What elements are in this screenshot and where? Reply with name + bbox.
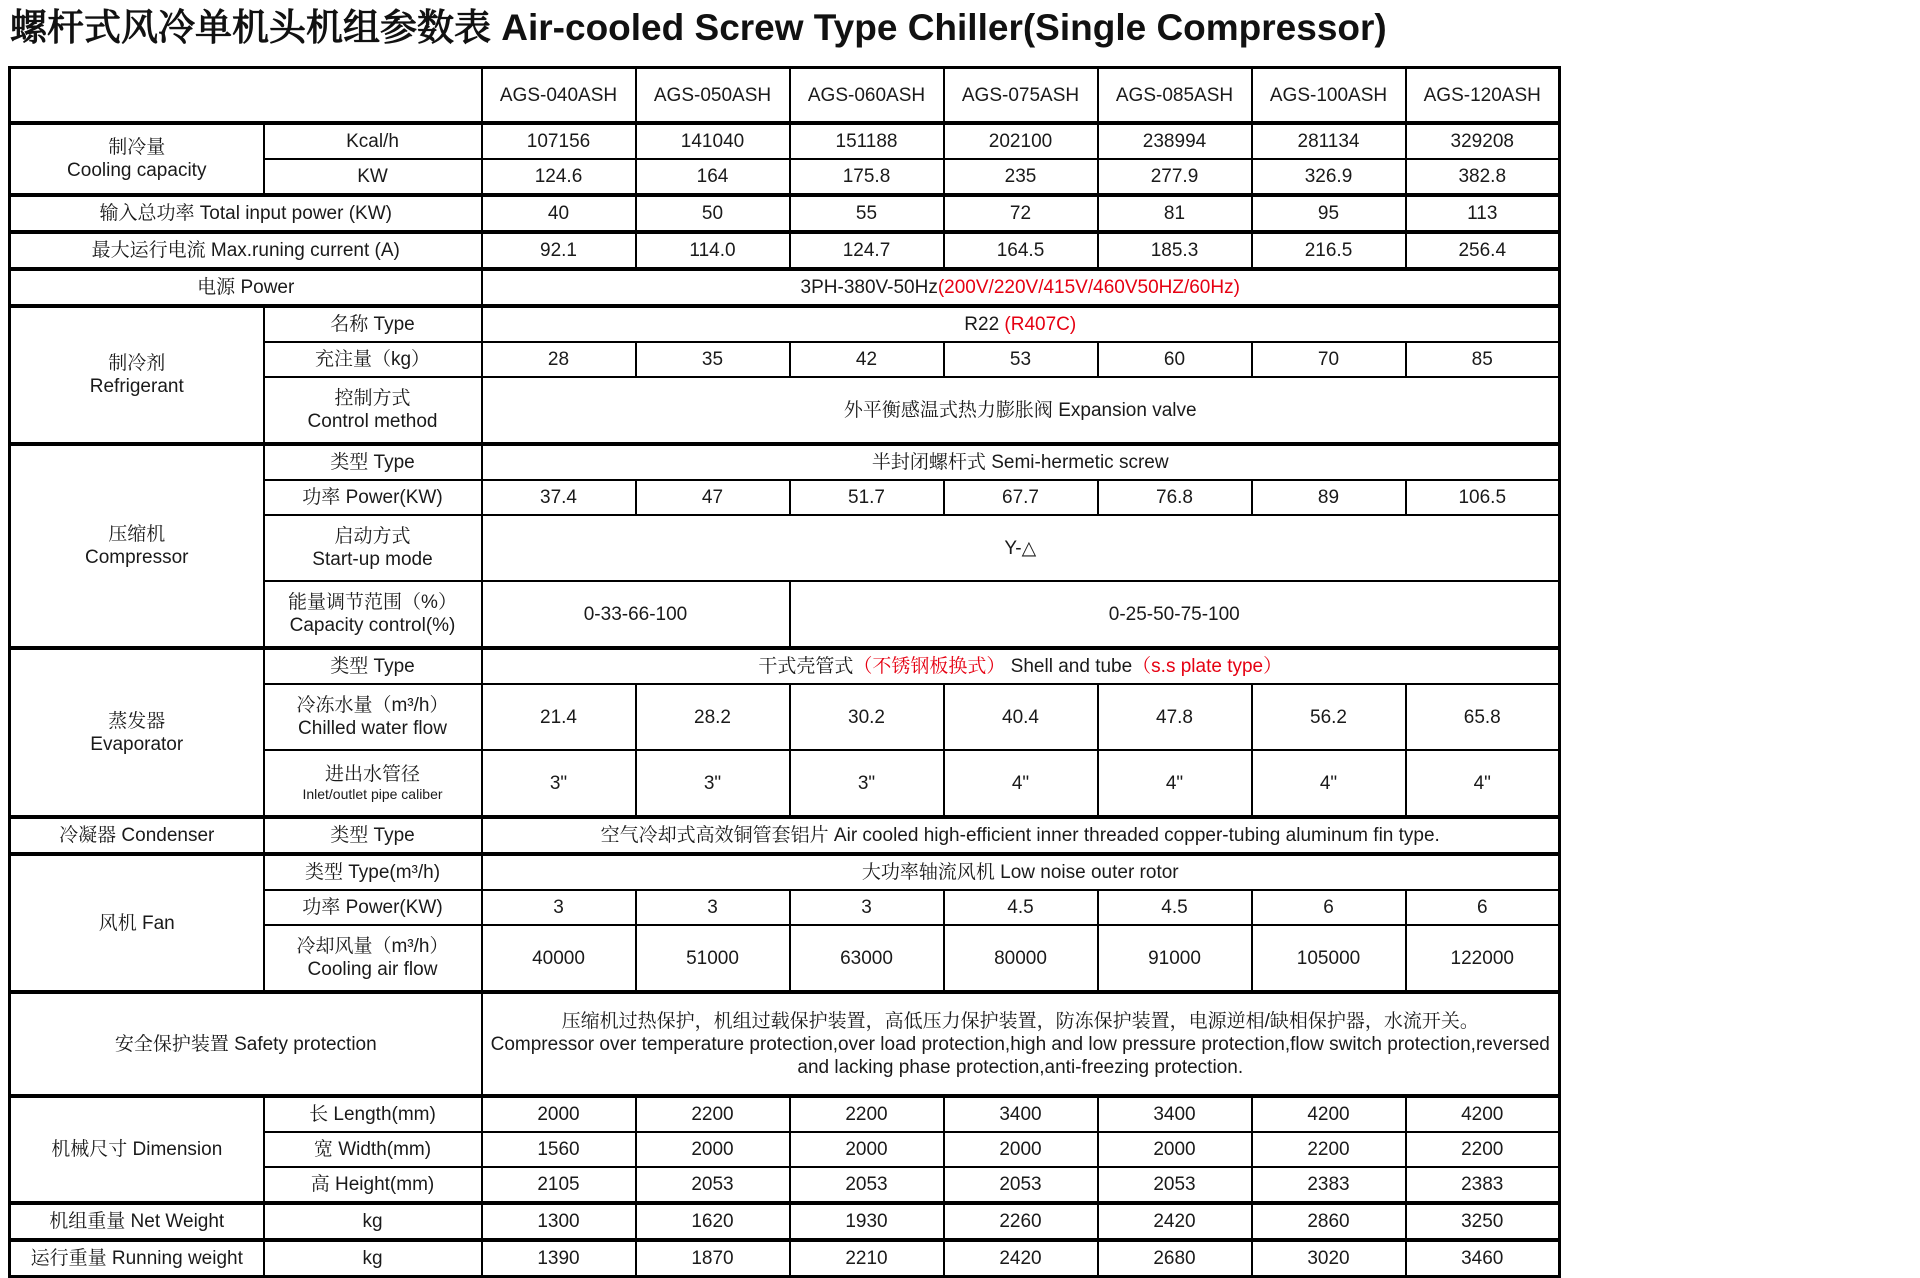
group-label-en: Evaporator bbox=[90, 733, 184, 755]
group-cooling-capacity bbox=[10, 123, 264, 195]
row-label: 长 Length(mm) bbox=[264, 1096, 482, 1132]
value-cell: 3" bbox=[482, 750, 636, 817]
row-label bbox=[264, 750, 482, 817]
value-cell: 72 bbox=[944, 195, 1098, 232]
value-cell: 35 bbox=[636, 342, 790, 377]
value-cell: 3 bbox=[636, 890, 790, 925]
value-cell: 1930 bbox=[790, 1203, 944, 1240]
value-cell: 50 bbox=[636, 195, 790, 232]
row-compressor-type bbox=[10, 444, 1560, 480]
row-label-en: Chilled water flow bbox=[298, 718, 447, 740]
value-cell: 63000 bbox=[790, 925, 944, 992]
row-label: 机组重量 Net Weight bbox=[10, 1203, 264, 1240]
row-label bbox=[264, 684, 482, 750]
row-label: 功率 Power(KW) bbox=[264, 480, 482, 515]
row-label-cn: 能量调节范围（%） bbox=[288, 592, 457, 614]
value-cell: 3 bbox=[482, 890, 636, 925]
value-cell: 4200 bbox=[1252, 1096, 1406, 1132]
group-dimension: 机械尺寸 Dimension bbox=[10, 1096, 264, 1203]
value-cell: 3" bbox=[790, 750, 944, 817]
value-cell: 80000 bbox=[944, 925, 1098, 992]
value-cell: 2383 bbox=[1406, 1167, 1560, 1203]
value-cell: 277.9 bbox=[1098, 159, 1252, 195]
row-fan-type bbox=[10, 854, 1560, 890]
value-cell: 107156 bbox=[482, 123, 636, 159]
safety-text-cn: 压缩机过热保护，机组过载保护装置，高低压力保护装置，防冻保护装置，电源逆相/缺相保护器，水流开关。 bbox=[561, 1010, 1479, 1032]
value-cell: 95 bbox=[1252, 195, 1406, 232]
power-supply-black: 3PH-380V-50Hz bbox=[800, 277, 938, 299]
value-cell: 106.5 bbox=[1406, 480, 1560, 515]
row-label bbox=[264, 515, 482, 581]
value-cell: 2200 bbox=[1252, 1132, 1406, 1167]
evap-seg-red1: （不锈钢板换式） bbox=[853, 656, 1006, 678]
value-cell: 124.6 bbox=[482, 159, 636, 195]
value-cell: 47.8 bbox=[1098, 684, 1252, 750]
safety-text bbox=[482, 992, 1560, 1096]
row-label: 运行重量 Running weight bbox=[10, 1240, 264, 1277]
value-cell: 113 bbox=[1406, 195, 1560, 232]
value-cell: 4" bbox=[1098, 750, 1252, 817]
value-cell: 51000 bbox=[636, 925, 790, 992]
row-label: 类型 Type(m³/h) bbox=[264, 854, 482, 890]
value-cell: 65.8 bbox=[1406, 684, 1560, 750]
value-cell: 1620 bbox=[636, 1203, 790, 1240]
row-label: 安全保护装置 Safety protection bbox=[10, 992, 482, 1096]
row-label: 功率 Power(KW) bbox=[264, 890, 482, 925]
fan-type-value: 大功率轴流风机 Low noise outer rotor bbox=[482, 854, 1560, 890]
row-running-weight bbox=[10, 1240, 1560, 1277]
row-label: 类型 Type bbox=[264, 817, 482, 854]
value-cell: 91000 bbox=[1098, 925, 1252, 992]
value-cell: 4.5 bbox=[944, 890, 1098, 925]
model-header-cell: AGS-050ASH bbox=[636, 68, 790, 124]
row-label bbox=[264, 581, 482, 648]
row-label: Kcal/h bbox=[264, 123, 482, 159]
row-label-en: Start-up mode bbox=[312, 549, 433, 571]
value-cell: 42 bbox=[790, 342, 944, 377]
row-label-en: Inlet/outlet pipe caliber bbox=[302, 786, 443, 803]
value-cell: 2000 bbox=[790, 1132, 944, 1167]
row-label-cn: 冷却风量（m³/h） bbox=[296, 936, 449, 958]
value-cell: 2420 bbox=[1098, 1203, 1252, 1240]
row-label: 充注量（kg） bbox=[264, 342, 482, 377]
value-cell: 1560 bbox=[482, 1132, 636, 1167]
value-cell: 2053 bbox=[1098, 1167, 1252, 1203]
value-cell: 382.8 bbox=[1406, 159, 1560, 195]
value-cell: 47 bbox=[636, 480, 790, 515]
value-cell: 21.4 bbox=[482, 684, 636, 750]
header-corner-cell bbox=[10, 68, 482, 124]
model-header-cell: AGS-075ASH bbox=[944, 68, 1098, 124]
row-label: 输入总功率 Total input power (KW) bbox=[10, 195, 482, 232]
page-title: 螺杆式风冷单机头机组参数表 Air-cooled Screw Type Chiller(Single Compressor) bbox=[10, 7, 1387, 48]
value-cell: 2000 bbox=[636, 1132, 790, 1167]
value-cell: 92.1 bbox=[482, 232, 636, 269]
group-fan: 风机 Fan bbox=[10, 854, 264, 992]
group-label-cn: 蒸发器 bbox=[108, 710, 166, 732]
value-cell: 40.4 bbox=[944, 684, 1098, 750]
group-label-en: Refrigerant bbox=[89, 376, 184, 398]
value-cell: 164 bbox=[636, 159, 790, 195]
value-cell: 40000 bbox=[482, 925, 636, 992]
value-cell: 3400 bbox=[1098, 1096, 1252, 1132]
value-cell: 2680 bbox=[1098, 1240, 1252, 1277]
row-dimension-length bbox=[10, 1096, 1560, 1132]
row-label: 电源 Power bbox=[10, 269, 482, 306]
row-label-en: Cooling air flow bbox=[307, 959, 438, 981]
value-cell: 81 bbox=[1098, 195, 1252, 232]
value-cell: 30.2 bbox=[790, 684, 944, 750]
value-cell: 89 bbox=[1252, 480, 1406, 515]
row-refrigerant-type bbox=[10, 306, 1560, 342]
value-cell: 2053 bbox=[636, 1167, 790, 1203]
value-cell: 28 bbox=[482, 342, 636, 377]
value-cell: 141040 bbox=[636, 123, 790, 159]
value-cell: 67.7 bbox=[944, 480, 1098, 515]
row-label-cn: 进出水管径 bbox=[324, 764, 420, 786]
row-cooling-kcal bbox=[10, 123, 1560, 159]
group-label-cn: 制冷剂 bbox=[108, 353, 166, 375]
value-cell: 2860 bbox=[1252, 1203, 1406, 1240]
value-cell: 53 bbox=[944, 342, 1098, 377]
row-net-weight bbox=[10, 1203, 1560, 1240]
value-cell: 37.4 bbox=[482, 480, 636, 515]
value-cell: 1870 bbox=[636, 1240, 790, 1277]
row-label-en: Capacity control(%) bbox=[289, 615, 456, 637]
value-cell: 185.3 bbox=[1098, 232, 1252, 269]
value-cell: 3400 bbox=[944, 1096, 1098, 1132]
value-cell: 40 bbox=[482, 195, 636, 232]
row-max-current bbox=[10, 232, 1560, 269]
value-cell: 2000 bbox=[1098, 1132, 1252, 1167]
value-cell: 3020 bbox=[1252, 1240, 1406, 1277]
spec-table bbox=[8, 66, 1561, 1278]
value-cell: 216.5 bbox=[1252, 232, 1406, 269]
refrigerant-type-value bbox=[482, 306, 1560, 342]
row-total-input-power bbox=[10, 195, 1560, 232]
value-cell: 1300 bbox=[482, 1203, 636, 1240]
value-cell: 4200 bbox=[1406, 1096, 1560, 1132]
row-label-en: Control method bbox=[307, 411, 438, 433]
row-label: 类型 Type bbox=[264, 444, 482, 480]
row-label: 名称 Type bbox=[264, 306, 482, 342]
group-refrigerant bbox=[10, 306, 264, 444]
value-cell: 55 bbox=[790, 195, 944, 232]
value-cell: 3250 bbox=[1406, 1203, 1560, 1240]
unit-cell: kg bbox=[264, 1203, 482, 1240]
value-cell: 124.7 bbox=[790, 232, 944, 269]
row-label-cn: 启动方式 bbox=[334, 526, 411, 548]
capacity-control-left: 0-33-66-100 bbox=[482, 581, 790, 648]
row-evaporator-type bbox=[10, 648, 1560, 684]
evap-seg-black2: Shell and tube bbox=[1005, 656, 1133, 678]
model-header-cell: AGS-040ASH bbox=[482, 68, 636, 124]
group-condenser: 冷凝器 Condenser bbox=[10, 817, 264, 854]
value-cell: 2200 bbox=[790, 1096, 944, 1132]
value-cell: 70 bbox=[1252, 342, 1406, 377]
value-cell: 2210 bbox=[790, 1240, 944, 1277]
row-label bbox=[264, 925, 482, 992]
value-cell: 4" bbox=[944, 750, 1098, 817]
value-cell: 56.2 bbox=[1252, 684, 1406, 750]
value-cell: 114.0 bbox=[636, 232, 790, 269]
refrigerant-black: R22 bbox=[964, 314, 1000, 336]
control-method-value: 外平衡感温式热力膨胀阀 Expansion valve bbox=[482, 377, 1560, 444]
startup-mode-value: Y-△ bbox=[482, 515, 1560, 581]
group-compressor bbox=[10, 444, 264, 648]
row-label bbox=[264, 377, 482, 444]
group-label-cn: 压缩机 bbox=[108, 524, 166, 546]
model-header-cell: AGS-120ASH bbox=[1406, 68, 1560, 124]
row-label: KW bbox=[264, 159, 482, 195]
power-supply-value bbox=[482, 269, 1560, 306]
value-cell: 2105 bbox=[482, 1167, 636, 1203]
condenser-type-value: 空气冷却式高效铜管套铝片 Air cooled high-efficient inner threaded copper-tubing aluminum fin type. bbox=[482, 817, 1560, 854]
value-cell: 4.5 bbox=[1098, 890, 1252, 925]
row-label: 最大运行电流 Max.runing current (A) bbox=[10, 232, 482, 269]
value-cell: 3460 bbox=[1406, 1240, 1560, 1277]
row-label: 类型 Type bbox=[264, 648, 482, 684]
value-cell: 3" bbox=[636, 750, 790, 817]
power-supply-red: (200V/220V/415V/460V50HZ/60Hz) bbox=[937, 277, 1240, 299]
value-cell: 175.8 bbox=[790, 159, 944, 195]
group-label-en: Compressor bbox=[85, 547, 189, 569]
value-cell: 122000 bbox=[1406, 925, 1560, 992]
value-cell: 51.7 bbox=[790, 480, 944, 515]
value-cell: 281134 bbox=[1252, 123, 1406, 159]
value-cell: 164.5 bbox=[944, 232, 1098, 269]
evaporator-type-value bbox=[482, 648, 1560, 684]
row-condenser bbox=[10, 817, 1560, 854]
model-header-cell: AGS-085ASH bbox=[1098, 68, 1252, 124]
row-power-supply bbox=[10, 269, 1560, 306]
value-cell: 256.4 bbox=[1406, 232, 1560, 269]
value-cell: 2200 bbox=[636, 1096, 790, 1132]
value-cell: 2260 bbox=[944, 1203, 1098, 1240]
value-cell: 326.9 bbox=[1252, 159, 1406, 195]
row-label-cn: 冷冻水量（m³/h） bbox=[296, 695, 449, 717]
value-cell: 2383 bbox=[1252, 1167, 1406, 1203]
value-cell: 2053 bbox=[790, 1167, 944, 1203]
capacity-control-right: 0-25-50-75-100 bbox=[790, 581, 1560, 648]
group-label-en: Cooling capacity bbox=[67, 160, 207, 182]
value-cell: 202100 bbox=[944, 123, 1098, 159]
evap-seg-black1: 干式壳管式 bbox=[758, 656, 854, 678]
group-evaporator bbox=[10, 648, 264, 817]
value-cell: 238994 bbox=[1098, 123, 1252, 159]
value-cell: 3 bbox=[790, 890, 944, 925]
row-safety bbox=[10, 992, 1560, 1096]
value-cell: 235 bbox=[944, 159, 1098, 195]
value-cell: 6 bbox=[1406, 890, 1560, 925]
value-cell: 4" bbox=[1406, 750, 1560, 817]
value-cell: 329208 bbox=[1406, 123, 1560, 159]
value-cell: 2420 bbox=[944, 1240, 1098, 1277]
value-cell: 76.8 bbox=[1098, 480, 1252, 515]
model-axis-label: 型号 Model bbox=[361, 75, 467, 99]
compressor-type-value: 半封闭螺杆式 Semi-hermetic screw bbox=[482, 444, 1560, 480]
row-label: 宽 Width(mm) bbox=[264, 1132, 482, 1167]
safety-text-en: Compressor over temperature protection,over load protection,high and low pressure protection,flow switch protection,reversed and lacking phase protection,anti-freezing protection. bbox=[490, 1033, 1550, 1078]
value-cell: 85 bbox=[1406, 342, 1560, 377]
item-axis-label: 项目 Item bbox=[25, 91, 114, 115]
value-cell: 6 bbox=[1252, 890, 1406, 925]
value-cell: 1390 bbox=[482, 1240, 636, 1277]
row-label-cn: 控制方式 bbox=[334, 388, 411, 410]
row-label: 高 Height(mm) bbox=[264, 1167, 482, 1203]
value-cell: 4" bbox=[1252, 750, 1406, 817]
unit-cell: kg bbox=[264, 1240, 482, 1277]
value-cell: 2200 bbox=[1406, 1132, 1560, 1167]
evap-seg-red2: （s.s plate type） bbox=[1132, 656, 1283, 678]
value-cell: 60 bbox=[1098, 342, 1252, 377]
row-header bbox=[10, 68, 1560, 124]
group-label-cn: 制冷量 bbox=[108, 137, 166, 159]
model-header-cell: AGS-060ASH bbox=[790, 68, 944, 124]
value-cell: 28.2 bbox=[636, 684, 790, 750]
value-cell: 2053 bbox=[944, 1167, 1098, 1203]
value-cell: 2000 bbox=[944, 1132, 1098, 1167]
refrigerant-red: (R407C) bbox=[999, 314, 1077, 336]
model-header-cell: AGS-100ASH bbox=[1252, 68, 1406, 124]
value-cell: 105000 bbox=[1252, 925, 1406, 992]
value-cell: 151188 bbox=[790, 123, 944, 159]
value-cell: 2000 bbox=[482, 1096, 636, 1132]
